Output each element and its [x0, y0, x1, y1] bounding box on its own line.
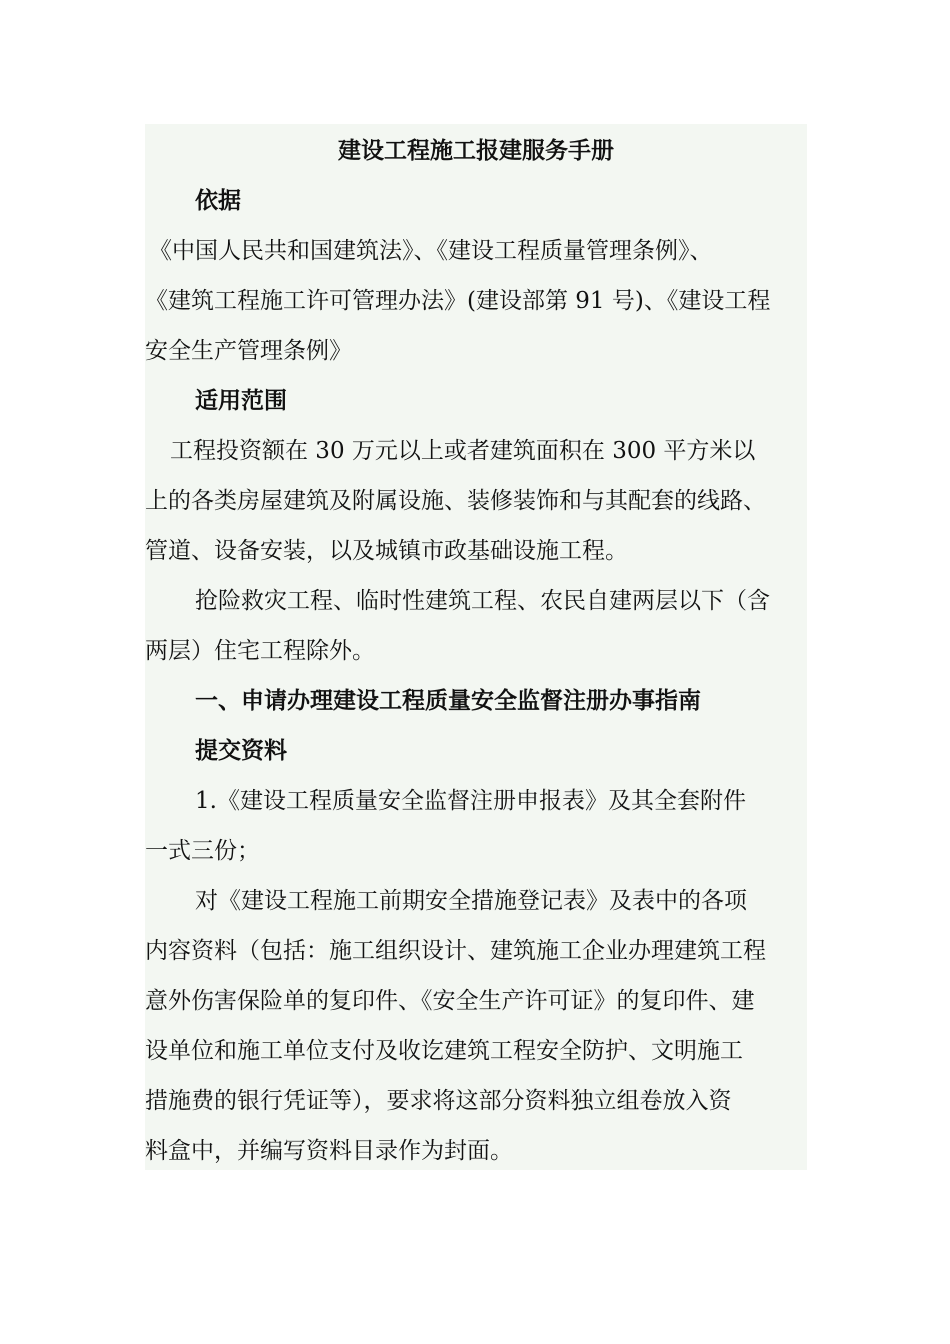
item-line: 1.《建设工程质量安全监督注册申报表》及其全套附件	[195, 788, 746, 814]
basis-line: 《建筑工程施工许可管理办法》(建设部第 91 号)、《建设工程	[145, 288, 771, 314]
exception-line: 抢险救灾工程、临时性建筑工程、农民自建两层以下（含	[195, 588, 770, 614]
scope-heading: 适用范围	[195, 387, 287, 414]
item-line: 对《建设工程施工前期安全措施登记表》及表中的各项	[195, 888, 747, 914]
section-heading: 一、申请办理建设工程质量安全监督注册办事指南	[195, 687, 701, 714]
document-title: 建设工程施工报建服务手册	[338, 137, 614, 164]
basis-line: 安全生产管理条例》	[145, 338, 352, 364]
scope-line: 上的各类房屋建筑及附属设施、装修装饰和与其配套的线路、	[145, 488, 766, 514]
basis-line: 《中国人民共和国建筑法》、《建设工程质量管理条例》、	[149, 238, 713, 264]
basis-heading: 依据	[195, 187, 241, 214]
submit-heading: 提交资料	[195, 737, 287, 764]
item-line: 意外伤害保险单的复印件、《安全生产许可证》的复印件、建	[145, 988, 755, 1014]
item-line: 设单位和施工单位支付及收讫建筑工程安全防护、文明施工	[145, 1038, 743, 1064]
scope-line: 管道、设备安装，以及城镇市政基础设施工程。	[145, 538, 628, 564]
item-line: 内容资料（包括：施工组织设计、建筑施工企业办理建筑工程	[145, 938, 766, 964]
item-line: 一式三份；	[145, 838, 260, 864]
item-line: 料盒中，并编写资料目录作为封面。	[145, 1138, 513, 1164]
scope-line: 工程投资额在 30 万元以上或者建筑面积在 300 平方米以	[170, 438, 756, 464]
item-line: 措施费的银行凭证等），要求将这部分资料独立组卷放入资	[145, 1088, 732, 1114]
exception-line: 两层）住宅工程除外。	[145, 638, 375, 664]
